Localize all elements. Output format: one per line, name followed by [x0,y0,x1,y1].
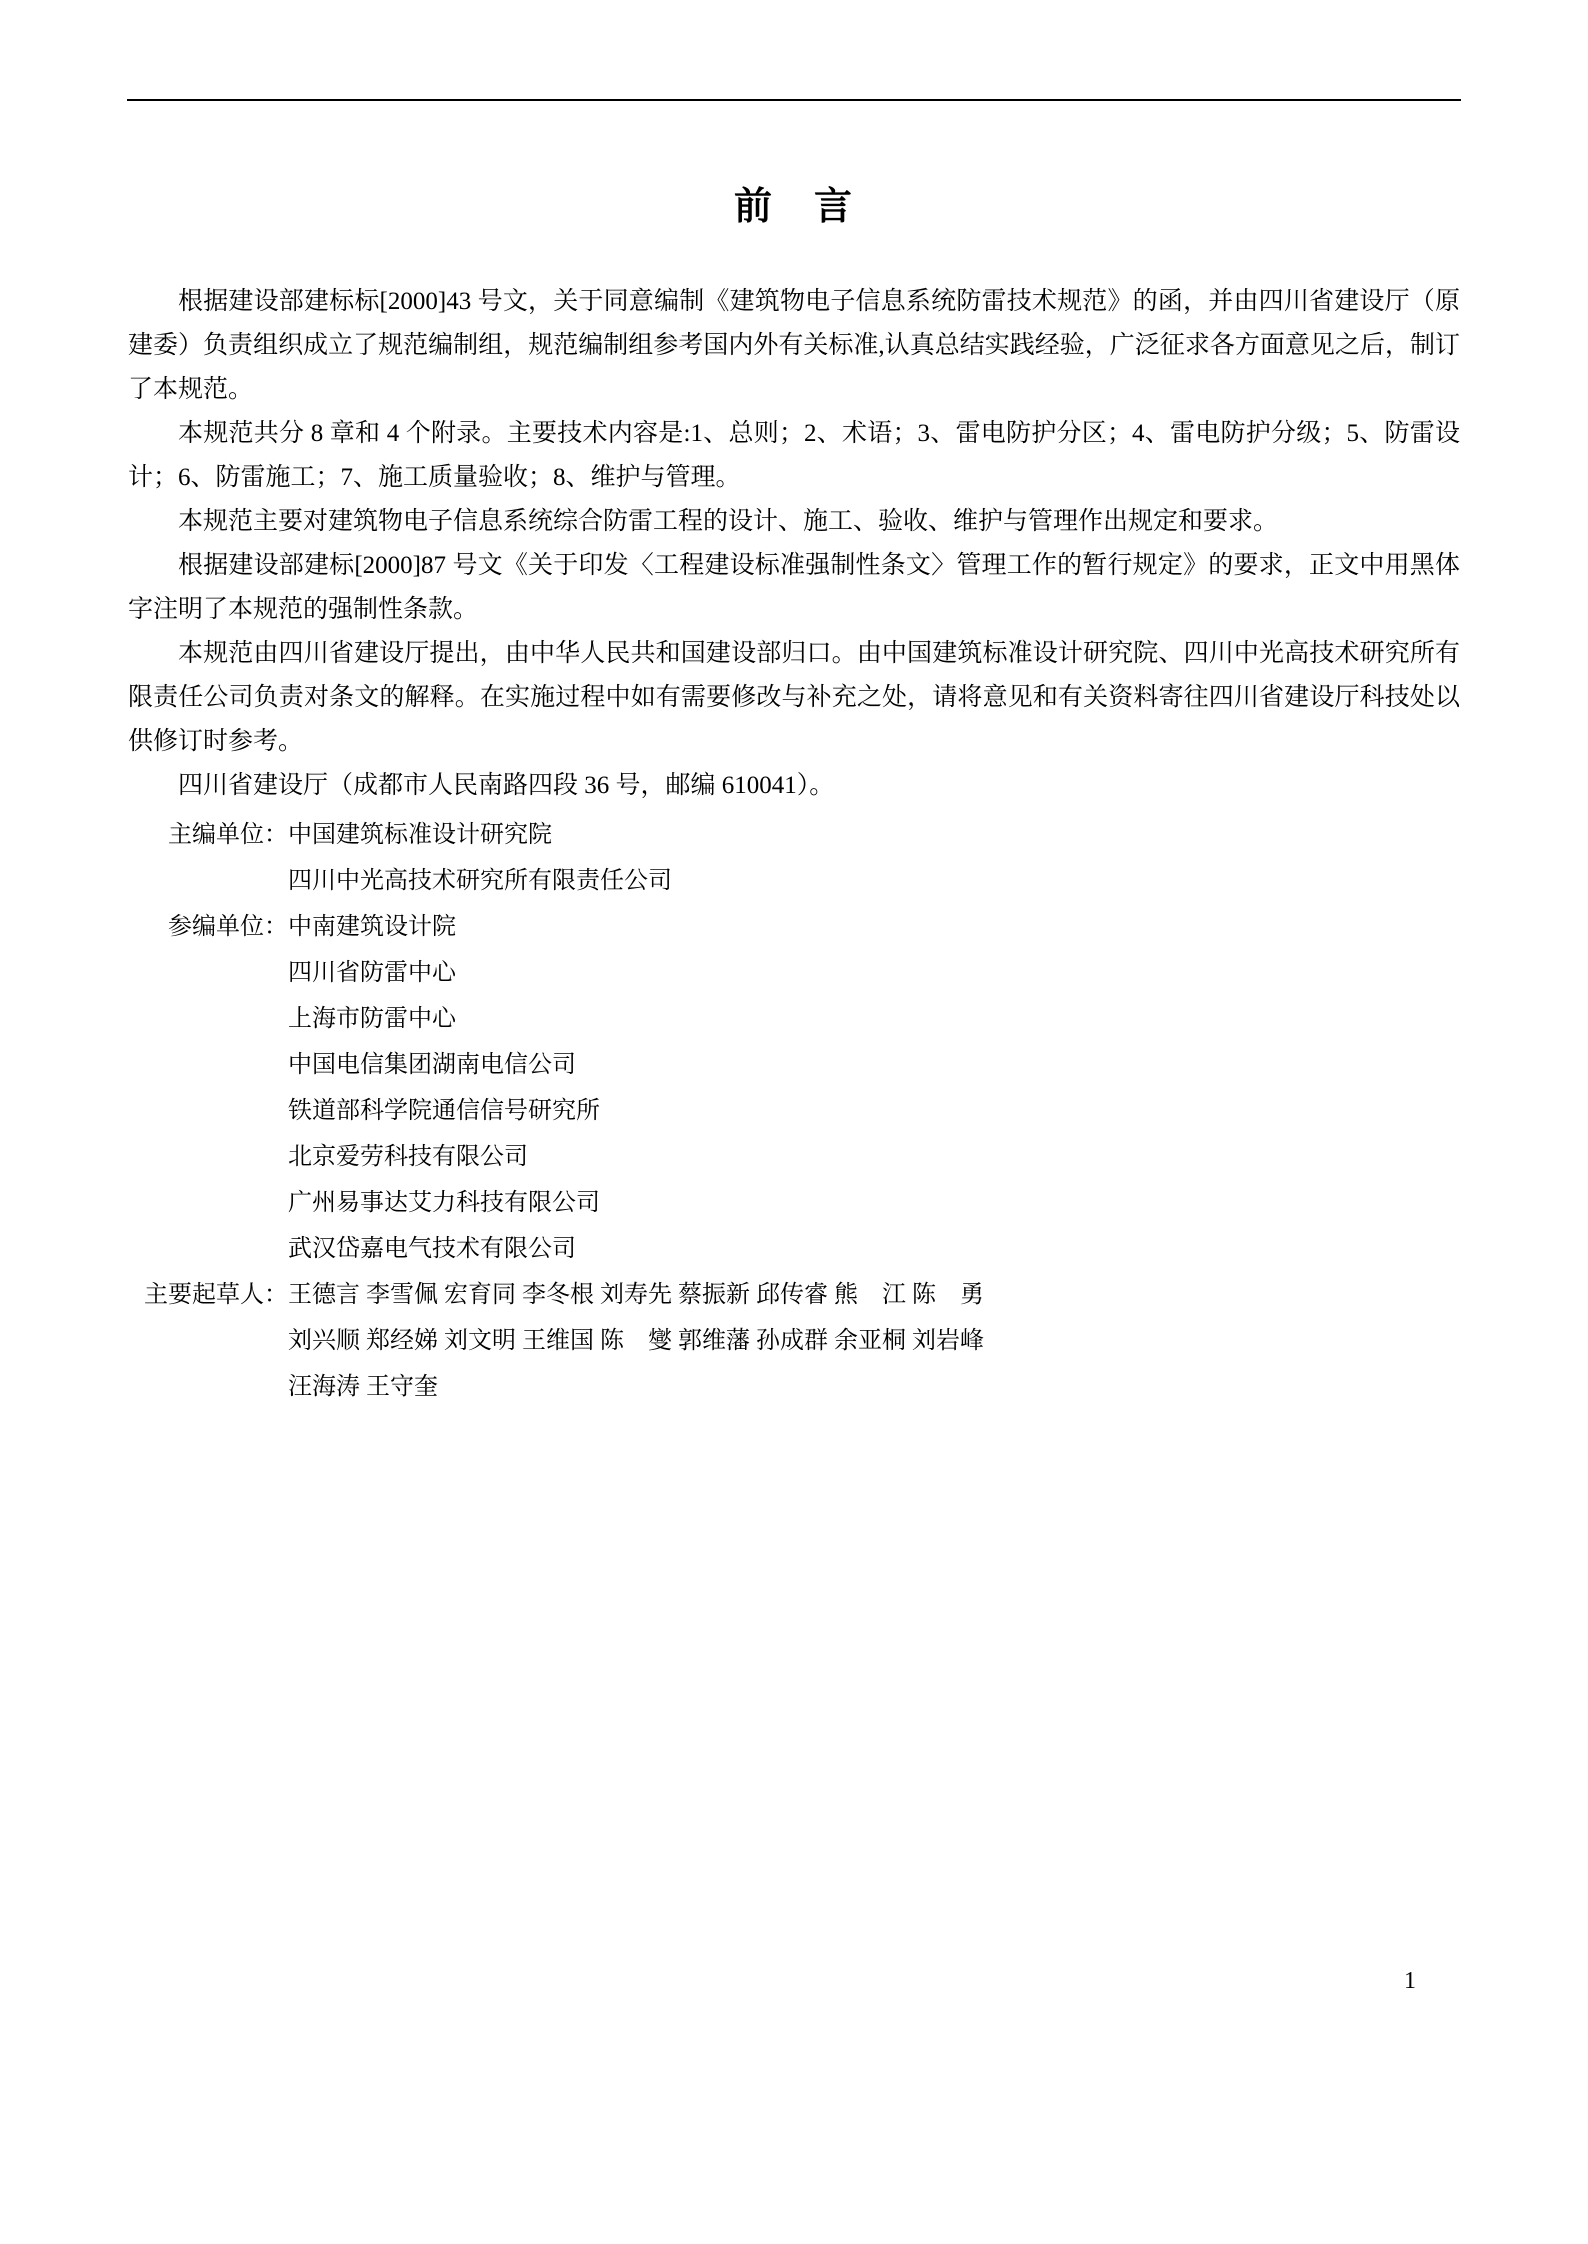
credit-group-co-editors [128,904,1460,1272]
credit-item: 北京爱劳科技有限公司 [288,1144,528,1170]
credit-item: 中南建筑设计院 [288,914,456,940]
credit-item: 四川省防雷中心 [288,960,456,986]
page-number: 1 [1404,1968,1416,1994]
credit-label-drafters: 主要起草人： [144,1282,288,1308]
credit-label-chief-editor: 主编单位： [168,822,288,848]
credit-items-co-editors [288,904,1460,1272]
foreword-body [128,280,1460,808]
credit-group-drafters [128,1272,1460,1410]
credit-item: 四川中光高技术研究所有限责任公司 [288,868,672,894]
credit-item: 上海市防雷中心 [288,1006,456,1032]
credit-item: 武汉岱嘉电气技术有限公司 [288,1236,576,1262]
credit-item: 广州易事达艾力科技有限公司 [288,1190,600,1216]
credit-label-co-editors: 参编单位： [168,914,288,940]
credit-items-drafters [288,1272,1460,1410]
credits-section [128,812,1460,1410]
paragraph-6: 四川省建设厅（成都市人民南路四段 36 号，邮编 610041）。 [178,772,835,799]
paragraph-3: 本规范主要对建筑物电子信息系统综合防雷工程的设计、施工、验收、维护与管理作出规定和要求。 [178,508,1279,535]
credit-item: 中国电信集团湖南电信公司 [288,1052,576,1078]
credit-group-chief-editor [128,812,1460,904]
credit-item: 刘兴顺 郑经娣 刘文明 王维国 陈 燮 郭维藩 孙成群 余亚桐 刘岩峰 [288,1328,984,1354]
paragraph-1: 根据建设部建标标[2000]43 号文，关于同意编制《建筑物电子信息系统防雷技术规范》的函，并由四川省建设厅（原建委）负责组织成立了规范编制组，规范编制组参考国内外有关标准,认真总结实践经验，广泛征求各方面意见之后，制订了本规范。 [128,288,1460,403]
paragraph-4: 根据建设部建标[2000]87 号文《关于印发〈工程建设标准强制性条文〉管理工作的暂行规定》的要求，正文中用黑体字注明了本规范的强制性条款。 [128,552,1460,623]
page-content [128,0,1460,1410]
paragraph-5: 本规范由四川省建设厅提出，由中华人民共和国建设部归口。由中国建筑标准设计研究院、四川中光高技术研究所有限责任公司负责对条文的解释。在实施过程中如有需要修改与补充之处，请将意见和有关资料寄往四川省建设厅科技处以供修订时参考。 [128,640,1460,755]
credit-item: 王德言 李雪佩 宏育同 李冬根 刘寿先 蔡振新 邱传睿 熊 江 陈 勇 [288,1282,984,1308]
credit-item: 铁道部科学院通信信号研究所 [288,1098,600,1124]
page-title: 前 言 [733,186,854,228]
credit-item: 汪海涛 王守奎 [288,1374,438,1400]
paragraph-2: 本规范共分 8 章和 4 个附录。主要技术内容是:1、总则；2、术语；3、雷电防护分区；4、雷电防护分级；5、防雷设计；6、防雷施工；7、施工质量验收；8、维护与管理。 [128,420,1460,491]
credit-item: 中国建筑标准设计研究院 [288,822,552,848]
credit-items-chief-editor [288,812,1460,904]
